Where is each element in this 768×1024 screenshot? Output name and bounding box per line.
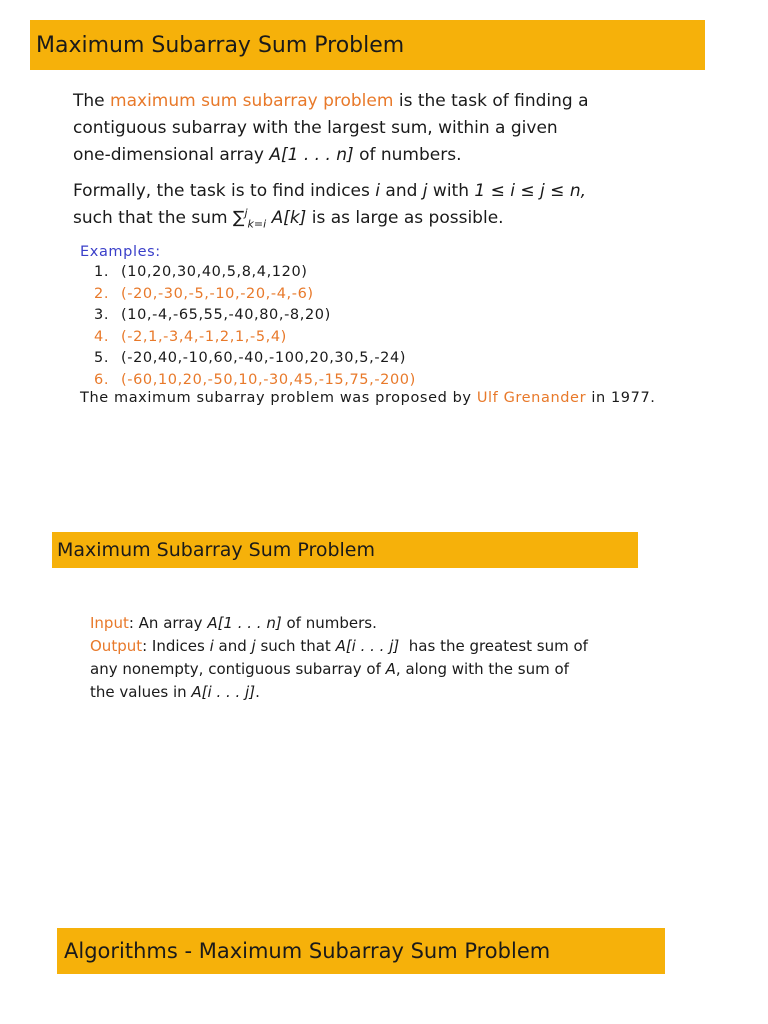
example-number: 2. [94, 285, 110, 302]
intro-text: The [73, 91, 111, 111]
problem-name-highlight: maximum sum subarray problem [110, 91, 394, 111]
example-array: (10,-4,-65,55,-40,80,-8,20) [121, 307, 331, 323]
proposal-text: The maximum subarray problem was proposed by [80, 390, 477, 406]
slide3-title-text: Algorithms - Maximum Subarray Sum Problem [64, 939, 551, 963]
intro-text: is the task of finding a [393, 91, 589, 111]
formal-definition [73, 178, 586, 232]
intro-text: one-dimensional array [73, 145, 270, 165]
author-name: Ulf Grenander [476, 390, 587, 406]
formal-text: Formally, the task is to find indices [73, 181, 376, 201]
slide2-title-text: Maximum Subarray Sum Problem [57, 539, 376, 561]
output-text: the values in [90, 683, 192, 701]
example-item [80, 327, 416, 349]
input-text: : An array [128, 614, 208, 632]
input-label: Input [90, 614, 129, 632]
sum-symbol: ∑ [232, 208, 245, 228]
array-notation: A[1 . . . n] [269, 145, 354, 165]
output-line3 [90, 681, 588, 704]
example-item [80, 305, 416, 327]
input-line [90, 612, 588, 635]
proposal-note [80, 389, 720, 407]
index-i: i [375, 181, 380, 201]
example-number: 4. [94, 328, 110, 345]
array-symbol: A [385, 660, 396, 678]
subarray-notation: A[i . . . j] [335, 637, 400, 655]
intro-paragraph [73, 88, 589, 169]
example-number: 1. [94, 264, 110, 280]
formal-text: with [427, 181, 475, 201]
example-array: (-2,1,-3,4,-1,2,1,-5,4) [121, 328, 287, 345]
example-array: (-20,40,-10,60,-40,-100,20,30,5,-24) [121, 350, 407, 366]
subarray-notation: A[i . . . j] [191, 683, 256, 701]
output-text: . [255, 683, 260, 701]
index-j: j [251, 637, 256, 655]
example-number: 6. [94, 371, 110, 388]
output-line [90, 635, 588, 658]
formal-text: is as large as possible. [306, 208, 504, 228]
array-notation: A[1 . . . n] [207, 614, 282, 632]
output-text: such that [255, 637, 336, 655]
slide1-title [30, 20, 705, 70]
slide3-title [57, 928, 665, 974]
examples-list [80, 262, 416, 391]
example-item [80, 284, 416, 306]
examples-section [80, 242, 416, 391]
output-text: , along with the sum of [395, 660, 569, 678]
index-i: i [209, 637, 214, 655]
sum-lower-limit: k=i [247, 217, 267, 231]
index-inequality: 1 ≤ i ≤ j ≤ n, [474, 181, 587, 201]
example-number: 5. [94, 350, 110, 366]
output-text: : Indices [142, 637, 210, 655]
example-number: 3. [94, 307, 110, 323]
intro-line2: contiguous subarray with the largest sum, within a given [73, 118, 558, 138]
sum-upper-limit: j [244, 206, 248, 220]
sum-term: A[k] [266, 208, 307, 228]
formal-text: and [380, 181, 423, 201]
examples-heading: Examples: [80, 244, 161, 260]
formal-text: such that the sum [73, 208, 233, 228]
input-output-spec [90, 612, 588, 704]
example-item [80, 370, 416, 392]
example-item [80, 348, 416, 370]
output-text: any nonempty, contiguous subarray of [90, 660, 386, 678]
input-text: of numbers. [281, 614, 377, 632]
example-array: (10,20,30,40,5,8,4,120) [121, 264, 308, 280]
example-item [80, 262, 416, 284]
output-text: and [213, 637, 252, 655]
proposal-text: in 1977. [586, 390, 656, 406]
output-line2 [90, 658, 588, 681]
example-array: (-60,10,20,-50,10,-30,45,-15,75,-200) [121, 371, 416, 388]
slide1-title-text: Maximum Subarray Sum Problem [36, 32, 405, 58]
output-label: Output [90, 637, 143, 655]
output-text: has the greatest sum of [399, 637, 588, 655]
slide2-title [52, 532, 638, 568]
index-j: j [422, 181, 428, 201]
intro-text: of numbers. [353, 145, 462, 165]
example-array: (-20,-30,-5,-10,-20,-4,-6) [121, 285, 314, 302]
